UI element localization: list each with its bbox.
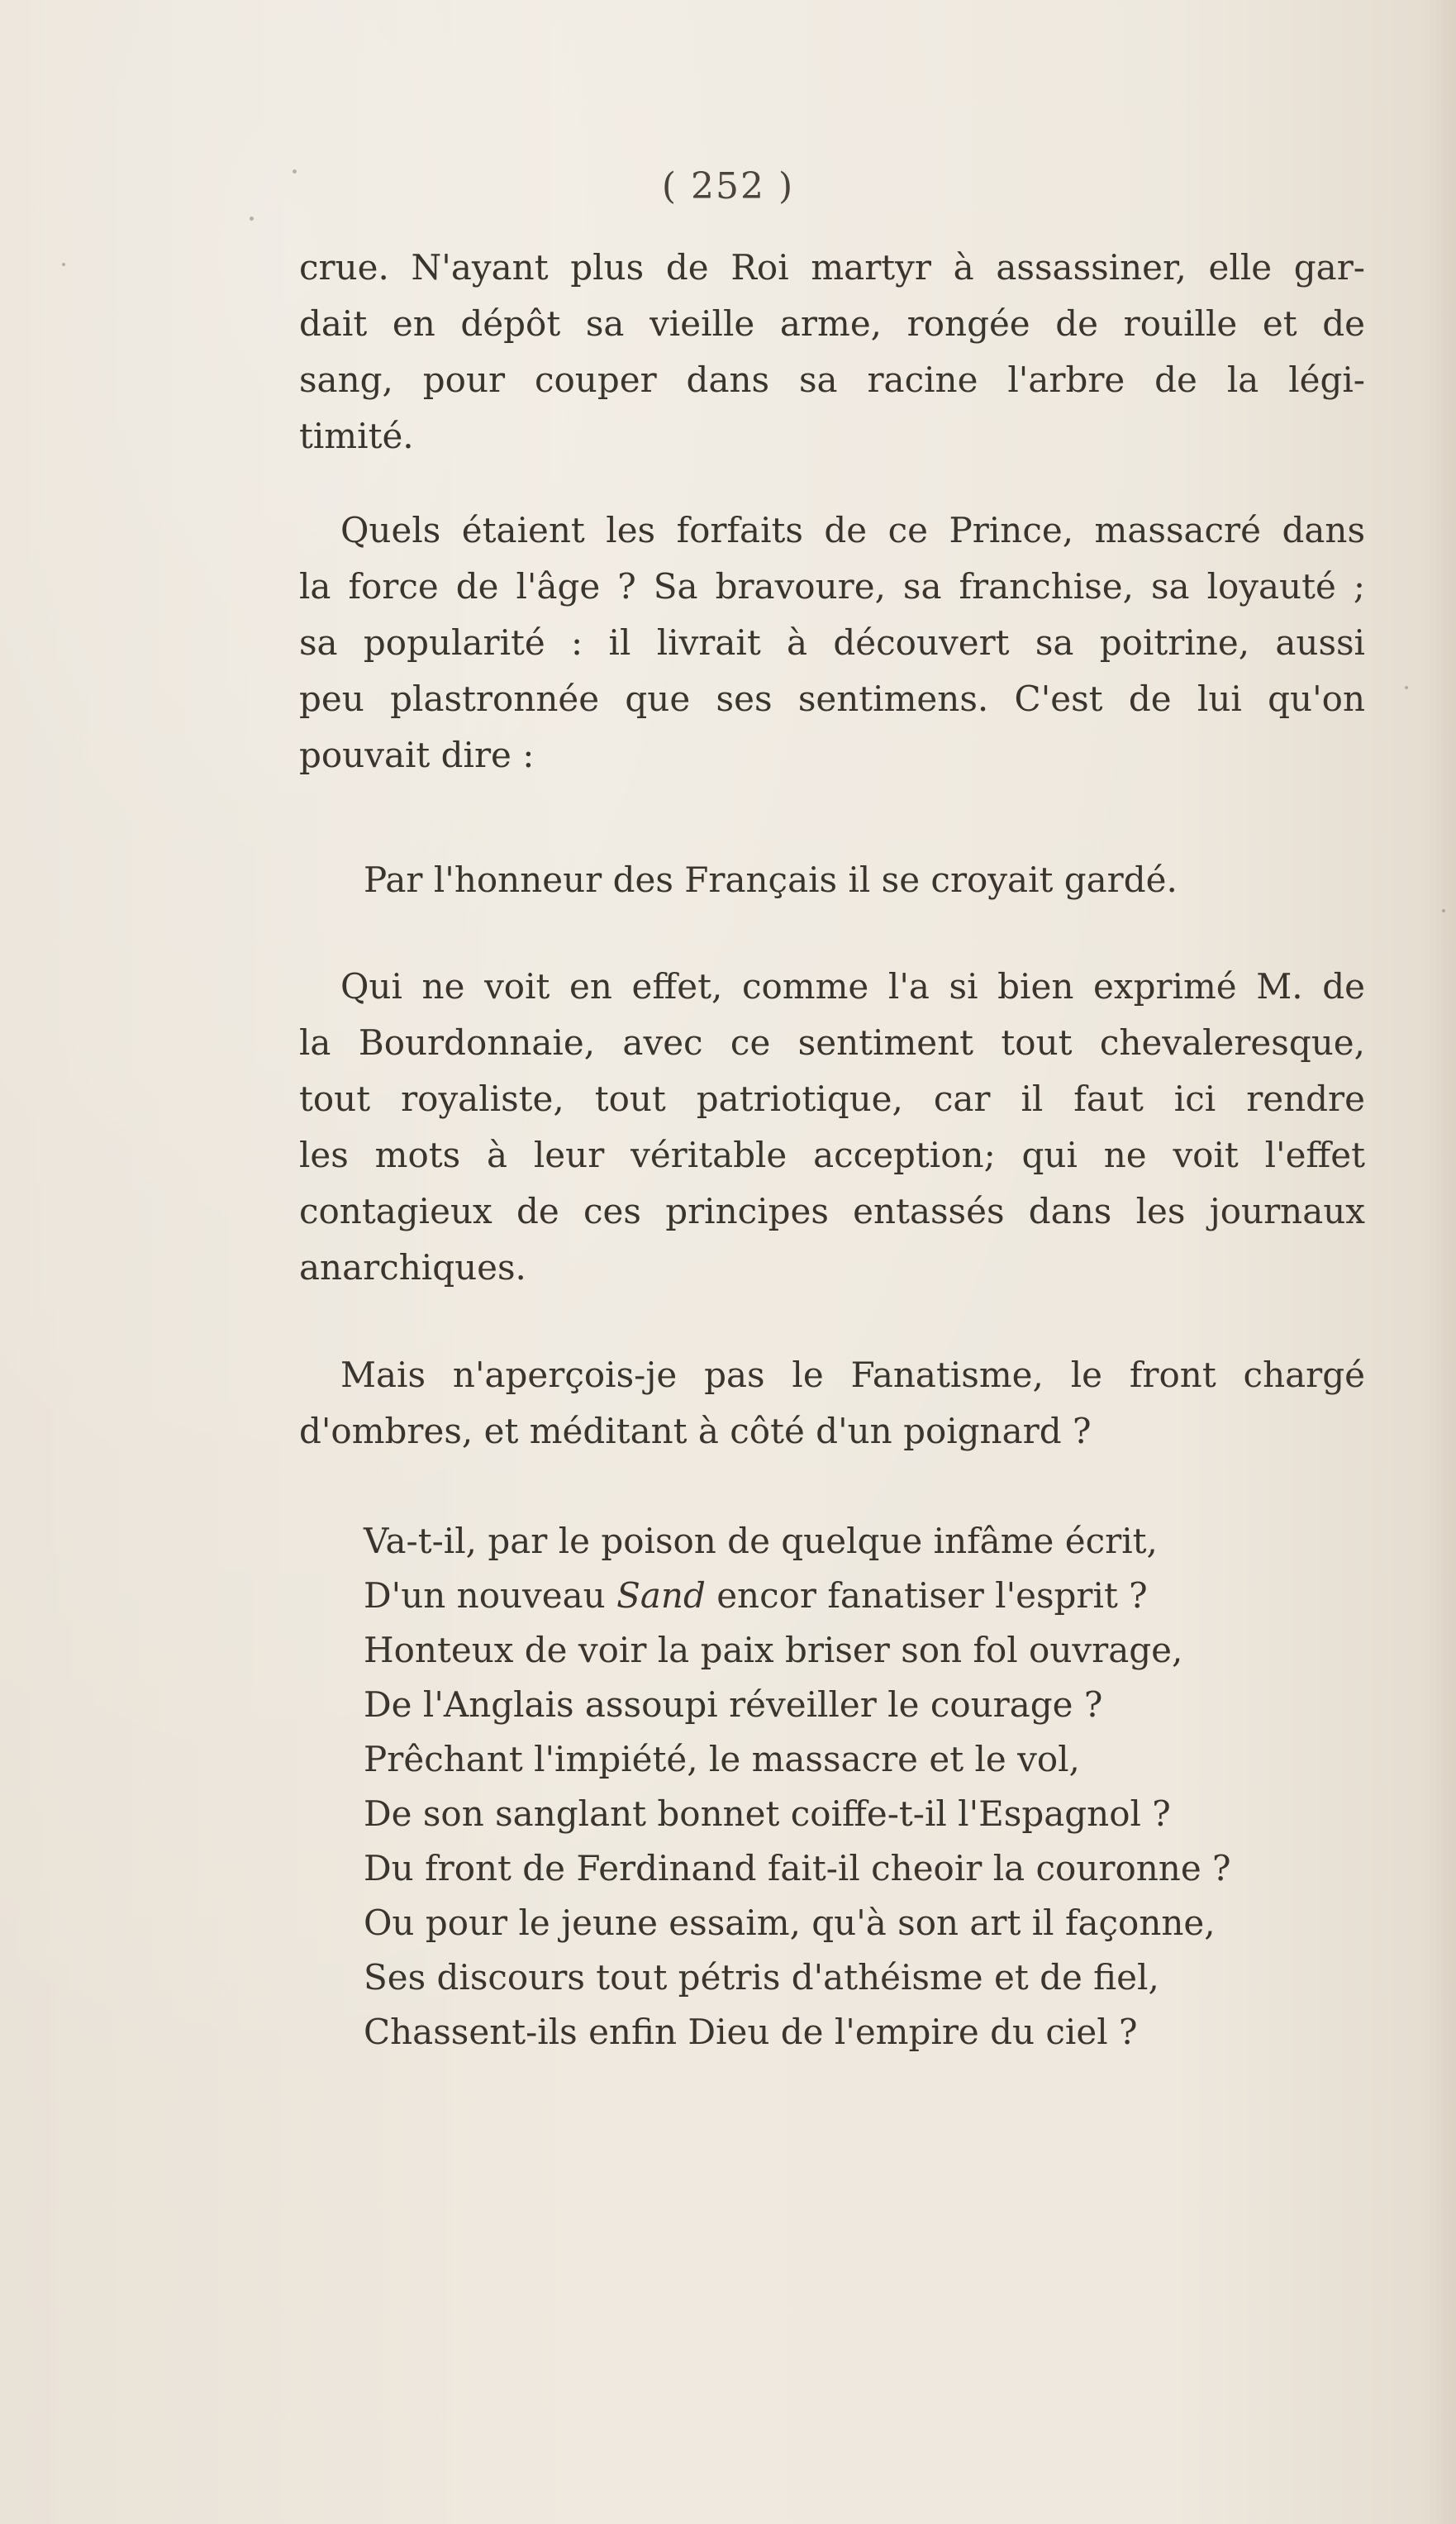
text-line: timité. (299, 416, 414, 456)
text-line: d'ombres, et méditant à côté d'un poignard ? (299, 1411, 1092, 1451)
text-line: Quels étaient les forfaits de ce Prince, massacré dans (340, 510, 1365, 550)
verse-line: Prêchant l'impiété, le massacre et le vol, (364, 1739, 1080, 1779)
page-number: ( 252 ) (661, 165, 795, 207)
verse-line: De l'Anglais assoupi réveiller le courage ? (364, 1684, 1103, 1725)
ink-speck (1442, 909, 1445, 912)
text-line: pouvait dire : (299, 735, 535, 775)
paragraph-4 (299, 1347, 1365, 1460)
text-line: dait en dépôt sa vieille arme, rongée de rouille et de (299, 303, 1365, 344)
quoted-verse: Par l'honneur des Français il se croyait gardé. (364, 860, 1178, 900)
verse-text: encor fanatiser l'esprit ? (705, 1575, 1148, 1616)
text-line: peu plastronnée que ses sentimens. C'est de lui qu'on (299, 679, 1365, 719)
text-line: sang, pour couper dans sa racine l'arbre de la légi- (299, 360, 1365, 400)
paragraph-2 (299, 502, 1365, 783)
page-edge-shadow (1423, 0, 1456, 2524)
verse-line (364, 1569, 1355, 1623)
verse-line: Ou pour le jeune essaim, qu'à son art il façonne, (364, 1903, 1216, 1943)
text-line: anarchiques. (299, 1247, 526, 1288)
text-line: sa popularité : il livrait à découvert sa poitrine, aussi (299, 622, 1365, 663)
verse-line: Chassent-ils enfin Dieu de l'empire du ciel ? (364, 2012, 1138, 2052)
text-line: Qui ne voit en effet, comme l'a si bien exprimé M. de (340, 966, 1365, 1007)
verse-stanza (364, 1514, 1355, 2060)
paragraph-3 (299, 959, 1365, 1296)
text-line: contagieux de ces principes entassés dans les journaux (299, 1191, 1365, 1231)
verse-text: D'un nouveau (364, 1575, 617, 1616)
verse-line: Va-t-il, par le poison de quelque infâme écrit, (364, 1521, 1158, 1561)
verse-italic-name: Sand (616, 1575, 706, 1616)
ink-speck (250, 217, 254, 221)
verse-line: Ses discours tout pétris d'athéisme et de fiel, (364, 1957, 1159, 1998)
text-line: Mais n'aperçois-je pas le Fanatisme, le front chargé (340, 1355, 1365, 1395)
text-line: tout royaliste, tout patriotique, car il faut ici rendre (299, 1079, 1365, 1119)
text-line: crue. N'ayant plus de Roi martyr à assassiner, elle gar- (299, 247, 1365, 288)
text-line: les mots à leur véritable acception; qui ne voit l'effet (299, 1135, 1365, 1175)
ink-speck (62, 263, 65, 266)
text-line: la force de l'âge ? Sa bravoure, sa franchise, sa loyauté ; (299, 566, 1365, 607)
ink-speck (1405, 686, 1408, 689)
verse-line: Du front de Ferdinand fait-il cheoir la couronne ? (364, 1848, 1231, 1888)
verse-line: Honteux de voir la paix briser son fol ouvrage, (364, 1630, 1183, 1670)
verse-line: De son sanglant bonnet coiffe-t-il l'Espagnol ? (364, 1793, 1171, 1834)
paragraph-1 (299, 240, 1365, 464)
text-line: la Bourdonnaie, avec ce sentiment tout chevaleresque, (299, 1022, 1365, 1063)
